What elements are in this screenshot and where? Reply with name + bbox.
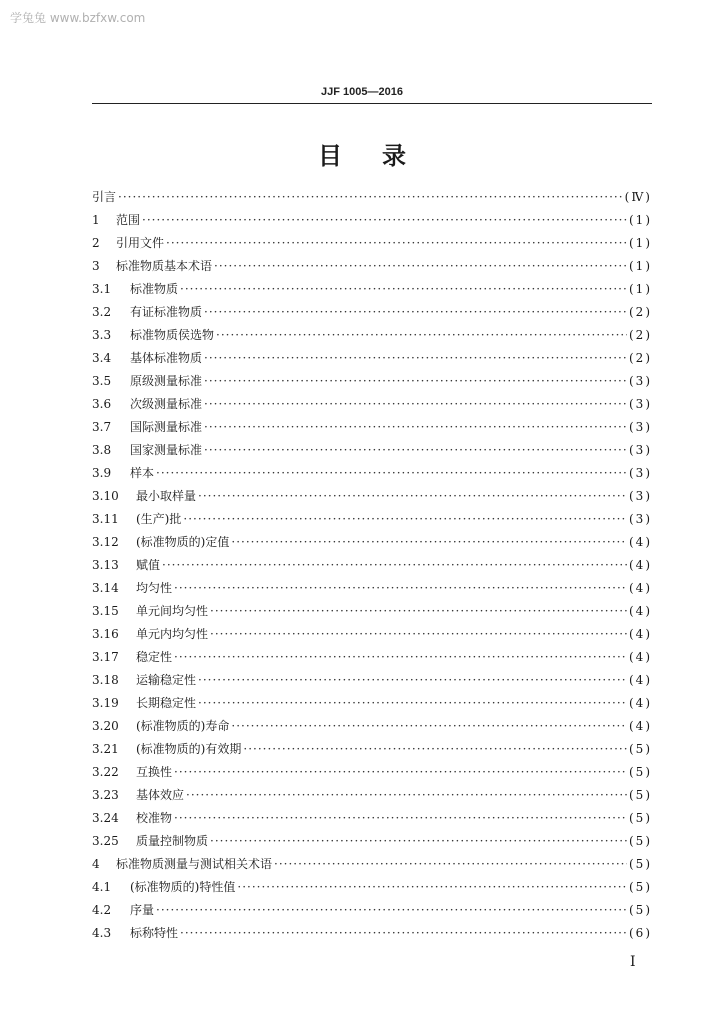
toc-entry[interactable] (92, 646, 652, 669)
toc-entry-label: 单元内均匀性 (136, 627, 209, 641)
toc-leader-dots (198, 485, 627, 508)
toc-entry-number: 3.1 (92, 282, 112, 296)
toc-entry-number: 3.15 (92, 604, 119, 618)
toc-entry-number: 3.12 (92, 535, 119, 549)
toc-entry[interactable] (92, 623, 652, 646)
toc-entry-number: 3.5 (92, 374, 112, 388)
toc-entry-label: 标准物质基本术语 (116, 259, 213, 273)
toc-entry-page: (Ⅳ) (624, 190, 652, 204)
toc-entry-label: 引言 (92, 190, 117, 204)
toc-entry-page: (5) (629, 765, 652, 779)
toc-leader-dots (180, 278, 627, 301)
toc-leader-dots (204, 347, 627, 370)
toc-leader-dots (198, 669, 627, 692)
toc-leader-dots (180, 922, 627, 945)
toc-leader-dots (156, 462, 627, 485)
toc-entry-number: 3.17 (92, 650, 119, 664)
toc-entry-label: 互换性 (136, 765, 173, 779)
page-title: 目录 (318, 141, 446, 170)
toc-entry-number: 3.19 (92, 696, 119, 710)
toc-entry-number: 3.24 (92, 811, 119, 825)
toc-entry[interactable] (92, 508, 652, 531)
toc-entry[interactable] (92, 876, 652, 899)
toc-entry[interactable] (92, 738, 652, 761)
toc-entry[interactable] (92, 255, 652, 278)
toc-entry[interactable] (92, 209, 652, 232)
toc-entry-label: (标准物质的)定值 (136, 535, 230, 549)
toc-entry-label: 单元间均匀性 (136, 604, 209, 618)
toc-entry[interactable] (92, 577, 652, 600)
toc-entry-page: (2) (629, 328, 652, 342)
toc-leader-dots (174, 807, 627, 830)
toc-entry-page: (4) (629, 650, 652, 664)
toc-entry-page: (1) (629, 259, 652, 273)
toc-entry-page: (2) (629, 351, 652, 365)
toc-leader-dots (210, 830, 627, 853)
header-rule (92, 103, 652, 104)
toc-entry-number: 4 (92, 857, 100, 871)
toc-entry-number: 3.23 (92, 788, 119, 802)
toc-entry-number: 3.21 (92, 742, 119, 756)
toc-entry[interactable] (92, 853, 652, 876)
toc-entry-label: 稳定性 (136, 650, 173, 664)
toc-leader-dots (216, 324, 627, 347)
toc-entry-page: (5) (629, 903, 652, 917)
toc-entry-page: (3) (629, 512, 652, 526)
toc-entry[interactable] (92, 370, 652, 393)
toc-entry-number: 3.10 (92, 489, 119, 503)
toc-leader-dots (214, 255, 627, 278)
toc-entry-page: (3) (629, 374, 652, 388)
toc-leader-dots (204, 439, 627, 462)
watermark-text: 学兔兔 www.bzfxw.com (10, 11, 146, 25)
toc-entry-label: 次级测量标准 (130, 397, 203, 411)
toc-entry-number: 3.4 (92, 351, 112, 365)
toc-leader-dots (186, 784, 627, 807)
toc-leader-dots (204, 416, 627, 439)
toc-entry[interactable] (92, 784, 652, 807)
toc-entry-label: 标称特性 (130, 926, 179, 940)
toc-entry-number: 3.9 (92, 466, 112, 480)
toc-entry[interactable] (92, 232, 652, 255)
toc-entry-number: 4.2 (92, 903, 112, 917)
toc-leader-dots (204, 393, 627, 416)
toc-entry-number: 4.1 (92, 880, 112, 894)
toc-entry-page: (4) (629, 581, 652, 595)
toc-entry[interactable] (92, 416, 652, 439)
toc-entry-page: (4) (629, 627, 652, 641)
toc-entry[interactable] (92, 531, 652, 554)
toc-entry[interactable] (92, 462, 652, 485)
toc-entry-page: (3) (629, 443, 652, 457)
toc-leader-dots (231, 531, 627, 554)
toc-entry-label: 均匀性 (136, 581, 173, 595)
toc-entry[interactable] (92, 485, 652, 508)
toc-entry[interactable] (92, 554, 652, 577)
toc-entry-label: (生产)批 (136, 512, 182, 526)
toc-entry-page: (4) (629, 535, 652, 549)
toc-entry-page: (6) (629, 926, 652, 940)
toc-entry-page: (5) (629, 742, 652, 756)
toc-entry-number: 3.6 (92, 397, 112, 411)
toc-entry-number: 3.16 (92, 627, 119, 641)
toc-leader-dots (174, 646, 627, 669)
toc-entry-label: 基体效应 (136, 788, 185, 802)
toc-entry-page: (4) (629, 696, 652, 710)
toc-leader-dots (142, 209, 627, 232)
toc-entry-label: 标准物质测量与测试相关术语 (116, 857, 273, 871)
toc-entry-label: (标准物质的)特性值 (130, 880, 236, 894)
toc-entry[interactable] (92, 899, 652, 922)
toc-entry-number: 3.8 (92, 443, 112, 457)
standard-number: JJF 1005—2016 (321, 86, 403, 98)
toc-entry-number: 3.11 (92, 512, 119, 526)
toc-entry-page: (5) (629, 834, 652, 848)
toc-entry-label: 标准物质侯选物 (130, 328, 215, 342)
toc-entry-label: 运输稳定性 (136, 673, 197, 687)
toc-entry[interactable] (92, 669, 652, 692)
toc-leader-dots (162, 554, 627, 577)
toc-entry-page: (5) (629, 880, 652, 894)
toc-leader-dots (204, 370, 627, 393)
toc-entry-number: 3 (92, 259, 100, 273)
toc-entry-label: (标准物质的)寿命 (136, 719, 230, 733)
toc-entry-number: 1 (92, 213, 100, 227)
toc-entry-label: 长期稳定性 (136, 696, 197, 710)
toc-entry-label: 样本 (130, 466, 155, 480)
table-of-contents (92, 186, 652, 945)
toc-leader-dots (237, 876, 627, 899)
toc-entry-label: 国际测量标准 (130, 420, 203, 434)
toc-entry[interactable] (92, 439, 652, 462)
toc-entry-page: (2) (629, 305, 652, 319)
toc-entry-label: 序量 (130, 903, 155, 917)
toc-leader-dots (166, 232, 627, 255)
toc-entry-number: 3.7 (92, 420, 112, 434)
toc-entry-label: 最小取样量 (136, 489, 197, 503)
toc-entry-number: 3.18 (92, 673, 119, 687)
toc-entry-page: (1) (629, 213, 652, 227)
toc-entry[interactable] (92, 324, 652, 347)
toc-entry-label: 赋值 (136, 558, 161, 572)
toc-entry-page: (1) (629, 282, 652, 296)
toc-entry[interactable] (92, 347, 652, 370)
toc-leader-dots (210, 623, 627, 646)
toc-leader-dots (183, 508, 627, 531)
toc-entry-page: (5) (629, 811, 652, 825)
toc-leader-dots (174, 761, 627, 784)
toc-entry-page: (4) (629, 558, 652, 572)
toc-entry[interactable] (92, 301, 652, 324)
toc-entry-page: (4) (629, 673, 652, 687)
toc-entry[interactable] (92, 278, 652, 301)
toc-entry-number: 3.13 (92, 558, 119, 572)
toc-entry-label: 国家测量标准 (130, 443, 203, 457)
toc-entry[interactable] (92, 761, 652, 784)
toc-entry-page: (5) (629, 788, 652, 802)
toc-entry[interactable] (92, 393, 652, 416)
toc-entry-page: (4) (629, 719, 652, 733)
toc-entry-label: 范围 (116, 213, 141, 227)
toc-leader-dots (231, 715, 627, 738)
toc-entry[interactable] (92, 600, 652, 623)
toc-leader-dots (198, 692, 627, 715)
toc-entry-page: (3) (629, 489, 652, 503)
toc-leader-dots (174, 577, 627, 600)
toc-leader-dots (210, 600, 627, 623)
toc-entry-page: (3) (629, 397, 652, 411)
toc-entry-label: 质量控制物质 (136, 834, 209, 848)
toc-entry-label: 有证标准物质 (130, 305, 203, 319)
toc-entry-page: (3) (629, 466, 652, 480)
toc-entry-number: 2 (92, 236, 100, 250)
toc-leader-dots (118, 186, 623, 209)
toc-entry[interactable] (92, 922, 652, 945)
toc-leader-dots (156, 899, 627, 922)
toc-entry[interactable] (92, 807, 652, 830)
toc-entry-label: (标准物质的)有效期 (136, 742, 242, 756)
toc-entry-label: 基体标准物质 (130, 351, 203, 365)
toc-entry[interactable] (92, 692, 652, 715)
toc-leader-dots (274, 853, 627, 876)
toc-entry-label: 原级测量标准 (130, 374, 203, 388)
toc-entry-number: 3.22 (92, 765, 119, 779)
toc-leader-dots (204, 301, 627, 324)
toc-entry-number: 3.3 (92, 328, 112, 342)
toc-entry[interactable] (92, 830, 652, 853)
toc-entry-page: (1) (629, 236, 652, 250)
toc-entry-label: 校准物 (136, 811, 173, 825)
toc-entry-label: 标准物质 (130, 282, 179, 296)
toc-entry-number: 3.25 (92, 834, 119, 848)
toc-entry-label: 引用文件 (116, 236, 165, 250)
toc-entry-page: (4) (629, 604, 652, 618)
toc-entry[interactable] (92, 715, 652, 738)
toc-entry-number: 3.2 (92, 305, 112, 319)
toc-entry-number: 4.3 (92, 926, 112, 940)
toc-entry-number: 3.14 (92, 581, 119, 595)
toc-entry-page: (5) (629, 857, 652, 871)
toc-entry[interactable] (92, 186, 652, 209)
toc-entry-number: 3.20 (92, 719, 119, 733)
toc-entry-page: (3) (629, 420, 652, 434)
toc-leader-dots (243, 738, 627, 761)
page-number: I (630, 954, 636, 970)
